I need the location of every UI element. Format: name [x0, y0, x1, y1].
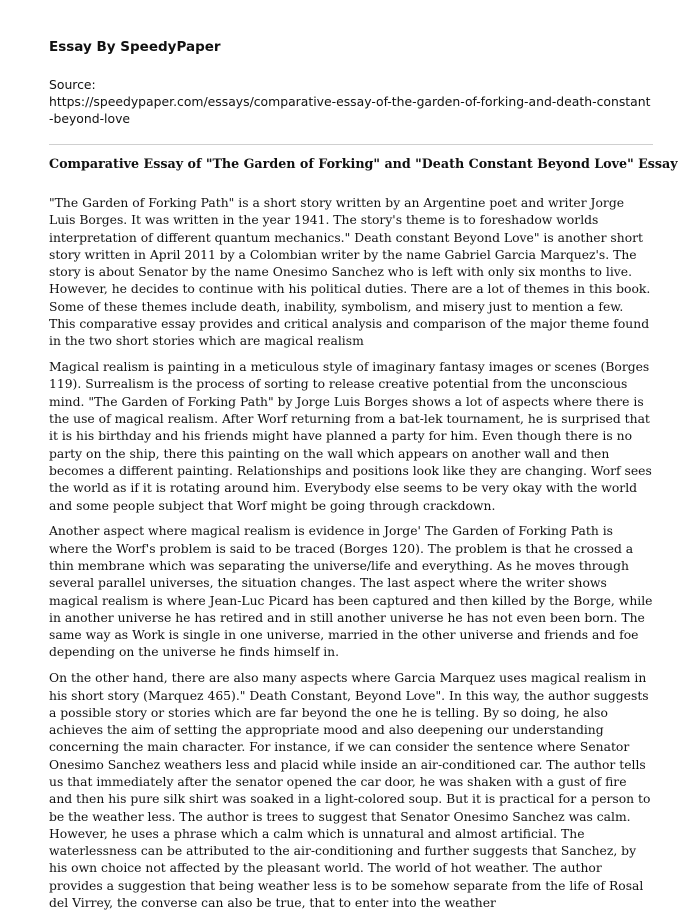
paragraph: "The Garden of Forking Path" is a short story written by an Argentine poet and writer Jorge Luis Borges. It was written in the year 1941. The story's theme is to foreshadow worlds interpretation of different quantum mechanics." Death constant Beyond Love" is another short story written in April 2011 by a Colombian writer by the name Gabriel Garcia Marquez's. The story is about Senator by the name Onesimo Sanchez who is left with only six months to live. However, he decides to continue with his political duties. There are a lot of themes in this book. Some of these themes include death, inability, symbolism, and misery just to mention a few. This comparative essay provides and critical analysis and comparison of the major theme found in the two short stories which are magical realism [49, 196, 651, 349]
source-label: Source: [49, 77, 96, 92]
divider [49, 144, 653, 145]
essay-body [49, 195, 653, 912]
paragraph: On the other hand, there are also many aspects where Garcia Marquez uses magical realism in his short story (Marquez 465)." Death Constant, Beyond Love". In this way, the author suggests a possible story or stories which are far beyond the one he is telling. By so doing, he also achieves the aim of setting the appropriate mood and also deepening our understanding concerning the main character. For instance, if we can consider the sentence where Senator Onesimo Sanchez weathers less and placid while inside an air-conditioned car. The author tells us that immediately after the senator opened the car door, he was shaken with a gust of fire and then his pure silk shirt was soaked in a light-colored soup. But it is practical for a person to be the weather less. The author is trees to suggest that Senator Onesimo Sanchez was calm. However, he uses a phrase which a calm which is unnatural and almost artificial. The waterlessness can be attributed to the air-conditioning and further suggests that Sanchez, by his own choice not affected by the pleasant world. The world of hot weather. The author provides a suggestion that being weather less is to be somehow separate from the life of Rosal del Virrey, the converse can also be true, that to enter into the weather [49, 671, 651, 911]
source-url[interactable]: https://speedypaper.com/essays/comparative-essay-of-the-garden-of-forking-and-death-constant-beyond-love [49, 94, 651, 126]
brand-heading: Essay By SpeedyPaper [49, 39, 221, 55]
paragraph: Another aspect where magical realism is evidence in Jorge' The Garden of Forking Path is where the Worf's problem is said to be traced (Borges 120). The problem is that he crossed a thin membrane which was separating the universe/life and everything. As he moves through several parallel universes, the situation changes. The last aspect where the writer shows magical realism is where Jean-Luc Picard has been captured and then killed by the Borge, while in another universe he has retired and in still another universe he has not even been born. The same way as Work is single in one universe, married in the other universe and friends and foe depending on the universe he finds himself in. [49, 524, 653, 660]
paragraph: Magical realism is painting in a meticulous style of imaginary fantasy images or scenes (Borges 119). Surrealism is the process of sorting to release creative potential from the unconscious mind. "The Garden of Forking Path" by Jorge Luis Borges shows a lot of aspects where there is the use of magical realism. After Worf returning from a bat-lek tournament, he is surprised that it is his birthday and his friends might have planned a party for him. Even though there is no party on the ship, there this painting on the wall which appears on another wall and then becomes a different painting. Relationships and positions look like they are changing. Worf sees the world as if it is rotating around him. Everybody else seems to be very okay with the world and some people subject that Worf might be going through crackdown. [49, 360, 652, 513]
essay-title: Comparative Essay of "The Garden of Forking" and "Death Constant Beyond Love" Essay [49, 156, 678, 171]
document-page [49, 38, 678, 921]
